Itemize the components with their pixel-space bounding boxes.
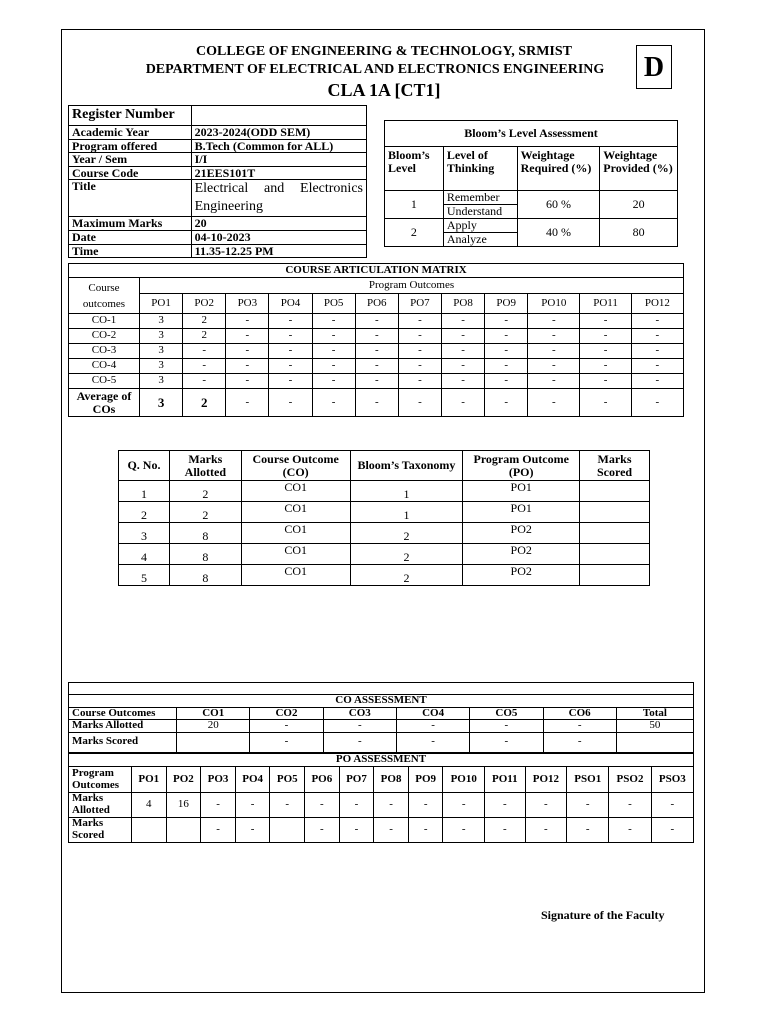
question-po: PO2: [463, 565, 580, 586]
cam-value: -: [269, 374, 312, 389]
info-value: 2023-2024(ODD SEM): [191, 126, 366, 140]
co-label: CO-2: [69, 329, 140, 344]
cam-value: -: [183, 344, 226, 359]
blooms-header-row: [385, 147, 678, 191]
cam-header-row: [69, 278, 684, 294]
info-label: Maximum Marks: [69, 217, 192, 231]
cam-value: -: [631, 314, 683, 329]
cam-value: -: [312, 374, 355, 389]
department-name: DEPARTMENT OF ELECTRICAL AND ELECTRONICS ENGINEERING: [145, 62, 605, 77]
cam-value: -: [441, 374, 484, 389]
po-scored-value: -: [305, 818, 340, 843]
blooms-header: Weightage Required (%): [517, 147, 600, 191]
po-assessment-header: PO7: [339, 767, 374, 793]
po-allotted-value: -: [235, 793, 270, 818]
question-header: Marks Allotted: [169, 451, 241, 481]
cam-title: COURSE ARTICULATION MATRIX: [69, 264, 684, 278]
cam-value: -: [355, 329, 398, 344]
po-scored-value: [132, 818, 167, 843]
co-assessment-title: CO ASSESSMENT: [69, 695, 694, 708]
average-value: -: [269, 389, 312, 417]
po-header: PO2: [183, 294, 226, 314]
po-allotted-value: -: [651, 793, 693, 818]
blooms-header: Level of Thinking: [443, 147, 517, 191]
question-header-row: [119, 451, 650, 481]
blooms-row: [385, 219, 678, 233]
course-articulation-matrix: [68, 263, 684, 417]
cam-value: -: [631, 329, 683, 344]
question-mapping-table: [118, 450, 650, 586]
po-header: PO3: [226, 294, 269, 314]
cam-value: 3: [140, 329, 183, 344]
po-allotted-value: -: [339, 793, 374, 818]
weightage-required: 60 %: [517, 191, 600, 219]
cam-row: [69, 329, 684, 344]
cam-value: -: [580, 329, 631, 344]
question-scored: [580, 565, 650, 586]
blooms-level: 2: [385, 219, 444, 247]
cam-value: -: [226, 344, 269, 359]
cam-value: -: [226, 329, 269, 344]
question-q: 1: [119, 481, 170, 502]
level-of-thinking: Analyze: [443, 233, 517, 247]
po-allotted-value: -: [270, 793, 305, 818]
co-allotted-value: -: [250, 720, 323, 733]
co-assessment-table: [68, 682, 694, 753]
cam-value: -: [580, 374, 631, 389]
info-row: [69, 126, 367, 140]
question-bloom: 1: [350, 481, 463, 502]
cam-title-row: [69, 264, 684, 278]
co-header: CO6: [543, 707, 616, 720]
exam-title: CLA 1A [CT1]: [327, 80, 441, 100]
po-header: PO11: [580, 294, 631, 314]
cam-row: [69, 344, 684, 359]
co-allotted-value: -: [323, 720, 396, 733]
question-co: CO1: [241, 502, 350, 523]
po-scored-value: -: [408, 818, 443, 843]
po-header: PO6: [355, 294, 398, 314]
info-value: 20: [191, 217, 366, 231]
po-marks-scored-label: Marks Scored: [69, 818, 132, 843]
blooms-title-row: [385, 121, 678, 147]
info-row: [69, 230, 367, 244]
weightage-provided: 80: [600, 219, 678, 247]
question-row: [119, 481, 650, 502]
cam-value: -: [183, 359, 226, 374]
question-marks: 8: [169, 523, 241, 544]
question-header: Q. No.: [119, 451, 170, 481]
cam-value: -: [312, 329, 355, 344]
po-allotted-value: -: [374, 793, 409, 818]
po-assessment-header: PSO1: [567, 767, 609, 793]
info-label: Program offered: [69, 139, 192, 153]
info-row: [69, 217, 367, 231]
co-label: CO-5: [69, 374, 140, 389]
cam-value: -: [226, 374, 269, 389]
cam-value: -: [398, 344, 441, 359]
po-header-row: [69, 767, 694, 793]
po-assessment-header: PO2: [166, 767, 201, 793]
average-value: -: [312, 389, 355, 417]
question-q: 2: [119, 502, 170, 523]
question-scored: [580, 523, 650, 544]
blooms-row: [385, 191, 678, 205]
info-label: Date: [69, 230, 192, 244]
po-allotted-value: -: [305, 793, 340, 818]
marks-allotted-label: Marks Allotted: [69, 720, 177, 733]
po-allotted-value: -: [484, 793, 525, 818]
co-label: CO-1: [69, 314, 140, 329]
question-bloom: 1: [350, 502, 463, 523]
cam-value: -: [355, 374, 398, 389]
po-scored-row: [69, 818, 694, 843]
cam-value: -: [441, 314, 484, 329]
average-value: -: [441, 389, 484, 417]
register-number-row: [69, 106, 367, 126]
co-scored-value: -: [250, 732, 323, 752]
co-scored-value: -: [543, 732, 616, 752]
po-allotted-value: -: [609, 793, 651, 818]
set-letter-box: D: [636, 45, 672, 89]
question-row: [119, 565, 650, 586]
average-value: -: [226, 389, 269, 417]
po-assessment-header: PSO2: [609, 767, 651, 793]
average-value: -: [485, 389, 528, 417]
info-value: Electrical and Electronics Engineering: [191, 180, 366, 217]
cam-value: -: [269, 314, 312, 329]
cam-value: 3: [140, 344, 183, 359]
cam-value: -: [631, 359, 683, 374]
po-allotted-value: -: [201, 793, 236, 818]
po-assessment-header: PO10: [443, 767, 484, 793]
co-label: CO-4: [69, 359, 140, 374]
question-co: CO1: [241, 523, 350, 544]
info-row: [69, 153, 367, 167]
po-scored-value: -: [651, 818, 693, 843]
cam-value: -: [269, 329, 312, 344]
cam-value: -: [226, 314, 269, 329]
info-label: Title: [69, 180, 192, 217]
info-label: Year / Sem: [69, 153, 192, 167]
info-label: Course Code: [69, 166, 192, 180]
po-scored-value: -: [235, 818, 270, 843]
question-row: [119, 544, 650, 565]
po-scored-value: -: [201, 818, 236, 843]
info-label: Academic Year: [69, 126, 192, 140]
cam-value: -: [580, 344, 631, 359]
po-scored-value: [270, 818, 305, 843]
cam-value: -: [631, 374, 683, 389]
po-allotted-value: 4: [132, 793, 167, 818]
college-name: COLLEGE OF ENGINEERING & TECHNOLOGY, SRMIST: [195, 44, 572, 59]
po-assessment-header: PO9: [408, 767, 443, 793]
register-number-value: [191, 106, 366, 126]
question-scored: [580, 544, 650, 565]
co-header: CO1: [177, 707, 250, 720]
question-q: 4: [119, 544, 170, 565]
cam-value: -: [441, 329, 484, 344]
po-assessment-header: PO6: [305, 767, 340, 793]
question-q: 5: [119, 565, 170, 586]
question-scored: [580, 481, 650, 502]
po-title-row: [69, 754, 694, 767]
co-scored-row: [69, 732, 694, 752]
cam-value: -: [398, 359, 441, 374]
co-allotted-value: 50: [616, 720, 693, 733]
question-row: [119, 523, 650, 544]
question-marks: 8: [169, 544, 241, 565]
co-header: CO5: [470, 707, 543, 720]
info-row: [69, 180, 367, 217]
question-marks: 2: [169, 502, 241, 523]
cam-value: -: [398, 314, 441, 329]
question-row: [119, 502, 650, 523]
program-outcomes-label: Program Outcomes: [140, 278, 684, 294]
co-label: CO-3: [69, 344, 140, 359]
po-assessment-header: PO4: [235, 767, 270, 793]
cam-value: -: [398, 374, 441, 389]
faculty-signature-label: Signature of the Faculty: [541, 908, 665, 922]
blooms-header: Bloom’s Level: [385, 147, 444, 191]
cam-value: -: [355, 314, 398, 329]
cam-value: -: [485, 329, 528, 344]
marks-scored-label: Marks Scored: [69, 732, 177, 752]
cam-value: -: [528, 329, 580, 344]
po-scored-value: -: [567, 818, 609, 843]
co-header: CO4: [396, 707, 469, 720]
po-marks-allotted-label: Marks Allotted: [69, 793, 132, 818]
po-scored-value: -: [443, 818, 484, 843]
co-scored-value: -: [396, 732, 469, 752]
co-header: CO3: [323, 707, 396, 720]
co-allotted-value: -: [396, 720, 469, 733]
cam-value: -: [355, 359, 398, 374]
po-allotted-value: -: [525, 793, 566, 818]
co-scored-value: [616, 732, 693, 752]
cam-average-row: [69, 389, 684, 417]
po-assessment-header: PO3: [201, 767, 236, 793]
cam-value: -: [269, 344, 312, 359]
co-allotted-value: 20: [177, 720, 250, 733]
co-allotted-value: -: [470, 720, 543, 733]
po-allotted-value: -: [408, 793, 443, 818]
cam-value: -: [631, 344, 683, 359]
info-label: Time: [69, 244, 192, 258]
po-assessment-header: PO8: [374, 767, 409, 793]
average-value: 2: [183, 389, 226, 417]
po-assessment-header: PO12: [525, 767, 566, 793]
po-scored-value: -: [525, 818, 566, 843]
po-header: PO7: [398, 294, 441, 314]
cam-value: -: [441, 359, 484, 374]
course-outcomes-label: Course outcomes: [69, 278, 140, 314]
info-value: 04-10-2023: [191, 230, 366, 244]
po-header: PO8: [441, 294, 484, 314]
info-row: [69, 244, 367, 258]
co-scored-value: -: [323, 732, 396, 752]
cam-value: -: [269, 359, 312, 374]
question-header: Program Outcome (PO): [463, 451, 580, 481]
co-spacer-row: [69, 683, 694, 695]
info-value: I/I: [191, 153, 366, 167]
co-spacer: [69, 683, 694, 695]
average-value: 3: [140, 389, 183, 417]
cam-value: -: [580, 359, 631, 374]
question-po: PO1: [463, 481, 580, 502]
question-bloom: 2: [350, 565, 463, 586]
cam-value: -: [312, 359, 355, 374]
register-number-label: Register Number: [69, 106, 192, 126]
po-scored-value: [166, 818, 201, 843]
question-bloom: 2: [350, 523, 463, 544]
po-header: PO12: [631, 294, 683, 314]
cam-value: -: [312, 314, 355, 329]
question-marks: 8: [169, 565, 241, 586]
blooms-assessment-table: [384, 120, 678, 247]
average-value: -: [398, 389, 441, 417]
info-row: [69, 139, 367, 153]
cam-value: -: [485, 344, 528, 359]
po-header: PO4: [269, 294, 312, 314]
cam-value: -: [528, 359, 580, 374]
po-assessment-header: PO11: [484, 767, 525, 793]
co-scored-value: -: [470, 732, 543, 752]
po-assessment-header: PO1: [132, 767, 167, 793]
cam-value: -: [485, 359, 528, 374]
po-header: PO1: [140, 294, 183, 314]
po-allotted-value: -: [443, 793, 484, 818]
question-po: PO1: [463, 502, 580, 523]
cam-value: -: [528, 374, 580, 389]
level-of-thinking: Understand: [443, 205, 517, 219]
cam-value: 3: [140, 359, 183, 374]
cam-po-header-row: [69, 294, 684, 314]
blooms-level: 1: [385, 191, 444, 219]
average-value: -: [631, 389, 683, 417]
info-value: 11.35-12.25 PM: [191, 244, 366, 258]
cam-value: 2: [183, 329, 226, 344]
po-scored-value: -: [609, 818, 651, 843]
weightage-provided: 20: [600, 191, 678, 219]
po-scored-value: -: [484, 818, 525, 843]
po-header: PO5: [312, 294, 355, 314]
question-po: PO2: [463, 523, 580, 544]
po-assessment-header: PO5: [270, 767, 305, 793]
co-header: Course Outcomes: [69, 707, 177, 720]
cam-value: -: [528, 344, 580, 359]
level-of-thinking: Remember: [443, 191, 517, 205]
question-marks: 2: [169, 481, 241, 502]
co-header: CO2: [250, 707, 323, 720]
cam-value: -: [441, 344, 484, 359]
po-header: PO9: [485, 294, 528, 314]
co-title-row: [69, 695, 694, 708]
question-scored: [580, 502, 650, 523]
cam-value: -: [485, 314, 528, 329]
average-value: -: [355, 389, 398, 417]
co-header: Total: [616, 707, 693, 720]
question-bloom: 2: [350, 544, 463, 565]
blooms-title: Bloom’s Level Assessment: [385, 121, 678, 147]
po-allotted-value: 16: [166, 793, 201, 818]
cam-value: -: [183, 374, 226, 389]
question-header: Marks Scored: [580, 451, 650, 481]
cam-value: -: [355, 344, 398, 359]
co-allotted-value: -: [543, 720, 616, 733]
po-header: PO10: [528, 294, 580, 314]
question-po: PO2: [463, 544, 580, 565]
level-of-thinking: Apply: [443, 219, 517, 233]
cam-value: -: [580, 314, 631, 329]
question-header: Bloom’s Taxonomy: [350, 451, 463, 481]
co-scored-value: [177, 732, 250, 752]
blooms-header: Weightage Provided (%): [600, 147, 678, 191]
po-assessment-header: PSO3: [651, 767, 693, 793]
po-allotted-value: -: [567, 793, 609, 818]
cam-value: -: [398, 329, 441, 344]
po-scored-value: -: [339, 818, 374, 843]
po-assessment-table: [68, 753, 694, 843]
cam-value: -: [485, 374, 528, 389]
cam-value: 3: [140, 374, 183, 389]
cam-value: -: [528, 314, 580, 329]
question-header: Course Outcome (CO): [241, 451, 350, 481]
question-co: CO1: [241, 565, 350, 586]
cam-value: -: [312, 344, 355, 359]
info-value: 21EES101T: [191, 166, 366, 180]
cam-row: [69, 359, 684, 374]
cam-row: [69, 374, 684, 389]
co-header-row: [69, 707, 694, 720]
question-co: CO1: [241, 544, 350, 565]
info-value: B.Tech (Common for ALL): [191, 139, 366, 153]
weightage-required: 40 %: [517, 219, 600, 247]
co-allotted-row: [69, 720, 694, 733]
average-label: Average of COs: [69, 389, 140, 417]
average-value: -: [528, 389, 580, 417]
cam-row: [69, 314, 684, 329]
po-allotted-row: [69, 793, 694, 818]
po-assessment-title: PO ASSESSMENT: [69, 754, 694, 767]
info-row: [69, 166, 367, 180]
program-outcomes-row-label: Program Outcomes: [69, 767, 132, 793]
question-co: CO1: [241, 481, 350, 502]
average-value: -: [580, 389, 631, 417]
cam-value: 2: [183, 314, 226, 329]
cam-value: -: [226, 359, 269, 374]
cam-value: 3: [140, 314, 183, 329]
exam-info-table: [68, 105, 367, 258]
po-scored-value: -: [374, 818, 409, 843]
question-q: 3: [119, 523, 170, 544]
